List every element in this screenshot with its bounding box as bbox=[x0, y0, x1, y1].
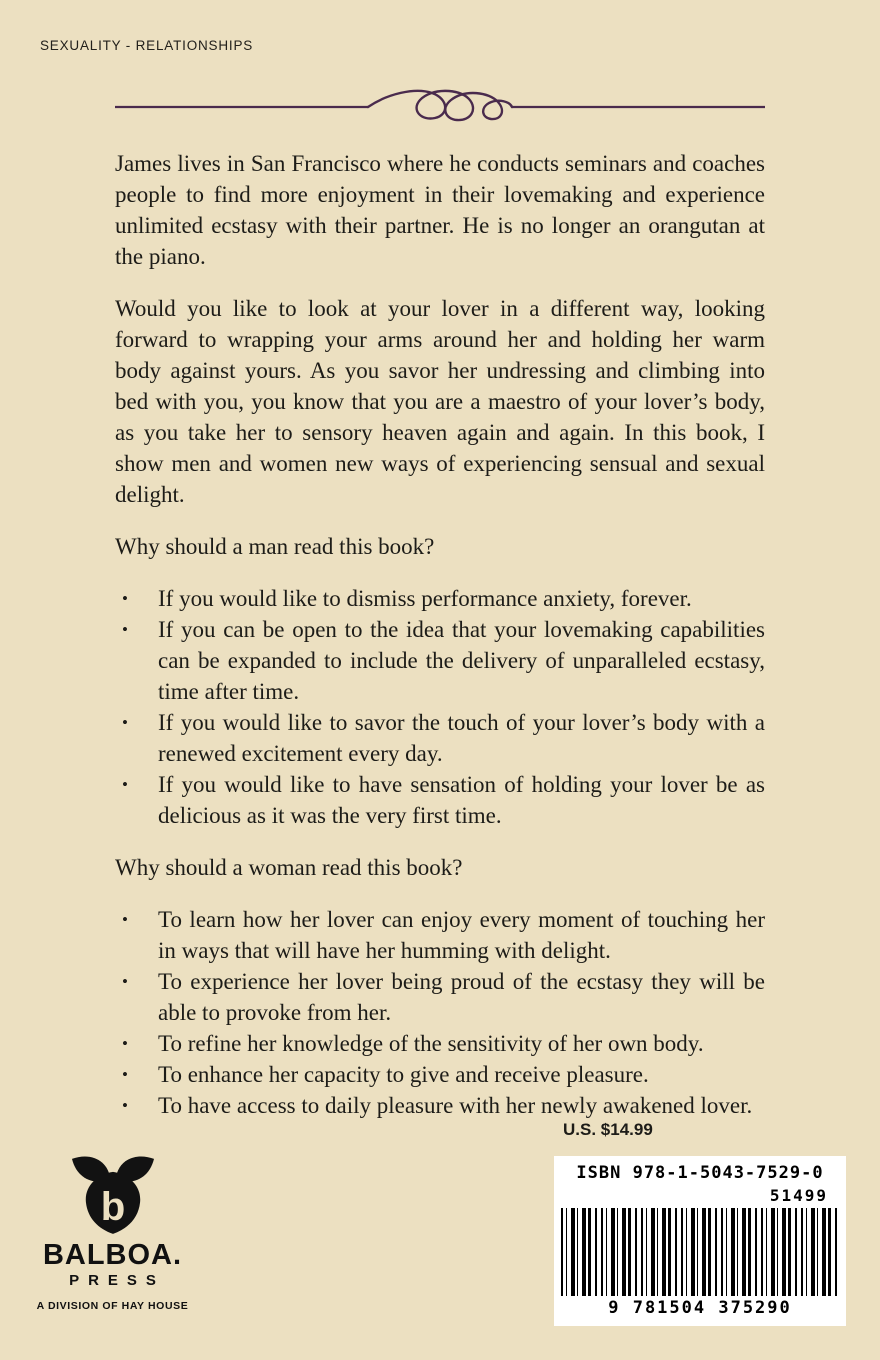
bullet-icon: • bbox=[122, 1034, 128, 1053]
publisher-press-label: PRESS bbox=[69, 1272, 165, 1289]
bullet-icon: • bbox=[122, 972, 128, 991]
bio-paragraph: James lives in San Francisco where he conducts seminars and coaches people to find more enjoyment in their lovemaking and experience unlimited ecstasy with their partner. He is no longer an orangutan at the piano. bbox=[115, 151, 765, 269]
flourish-icon bbox=[368, 91, 512, 120]
woman-bullet-list bbox=[115, 904, 765, 1121]
barcode-digits: 9 781504 375290 bbox=[554, 1298, 846, 1318]
list-item-text: If you can be open to the idea that your lovemaking capabilities can be expanded to include the delivery of unparalleled ecstasy, time after time. bbox=[158, 617, 765, 704]
woman-section-heading: Why should a woman read this book? bbox=[115, 855, 463, 880]
list-item bbox=[115, 583, 765, 614]
barcode-addon-code: 51499 bbox=[769, 1186, 828, 1205]
blurb-paragraph: Would you like to look at your lover in a different way, looking forward to wrapping your arms around her and holding her warm body against yours. As you savor her undressing and climbing into bed with you, you know that you are a maestro of your lover’s body, as you take her to sensory heaven again and again. In this book, I show men and women new ways of experiencing sensual and sexual delight. bbox=[115, 296, 765, 507]
barcode-bars-icon bbox=[561, 1208, 839, 1296]
bullet-icon: • bbox=[122, 910, 128, 929]
bullet-icon: • bbox=[122, 1096, 128, 1115]
bullet-icon: • bbox=[122, 589, 128, 608]
man-bullet-list bbox=[115, 583, 765, 831]
list-item-text: To enhance her capacity to give and receive pleasure. bbox=[158, 1062, 649, 1087]
balboa-lotus-logo-icon bbox=[65, 1148, 161, 1236]
back-cover-text bbox=[115, 148, 765, 1142]
list-item bbox=[115, 1090, 765, 1121]
bullet-icon: • bbox=[122, 713, 128, 732]
bullet-icon: • bbox=[122, 620, 128, 639]
list-item-text: To experience her lover being proud of the ecstasy they will be able to provoke from her. bbox=[158, 969, 765, 1025]
decorative-divider bbox=[115, 84, 765, 128]
man-section-heading: Why should a man read this book? bbox=[115, 534, 435, 559]
list-item-text: To learn how her lover can enjoy every moment of touching her in ways that will have her humming with delight. bbox=[158, 907, 765, 963]
list-item bbox=[115, 769, 765, 831]
list-item bbox=[115, 707, 765, 769]
list-item bbox=[115, 614, 765, 707]
publisher-name: BALBOA. bbox=[42, 1239, 183, 1271]
genre-label: SEXUALITY - RELATIONSHIPS bbox=[40, 38, 254, 53]
bullet-icon: • bbox=[122, 1065, 128, 1084]
publisher-division-label: A DIVISION OF HAY HOUSE bbox=[36, 1300, 189, 1312]
publisher-block bbox=[30, 1148, 195, 1312]
list-item-text: To have access to daily pleasure with her newly awakened lover. bbox=[158, 1093, 753, 1118]
isbn-text: ISBN 978-1-5043-7529-0 bbox=[576, 1163, 824, 1183]
logo-letter: b bbox=[100, 1183, 125, 1229]
list-item-text: If you would like to dismiss performance anxiety, forever. bbox=[158, 586, 692, 611]
list-item-text: If you would like to have sensation of holding your lover be as delicious as it was the very first time. bbox=[158, 772, 765, 828]
list-item bbox=[115, 1059, 765, 1090]
list-item-text: To refine her knowledge of the sensitivity of her own body. bbox=[158, 1031, 704, 1056]
list-item bbox=[115, 904, 765, 966]
list-item-text: If you would like to savor the touch of your lover’s body with a renewed excitement every day. bbox=[158, 710, 765, 766]
barcode-block bbox=[554, 1156, 846, 1326]
price-label: U.S. $14.99 bbox=[563, 1120, 653, 1139]
list-item bbox=[115, 1028, 765, 1059]
list-item bbox=[115, 966, 765, 1028]
bullet-icon: • bbox=[122, 775, 128, 794]
